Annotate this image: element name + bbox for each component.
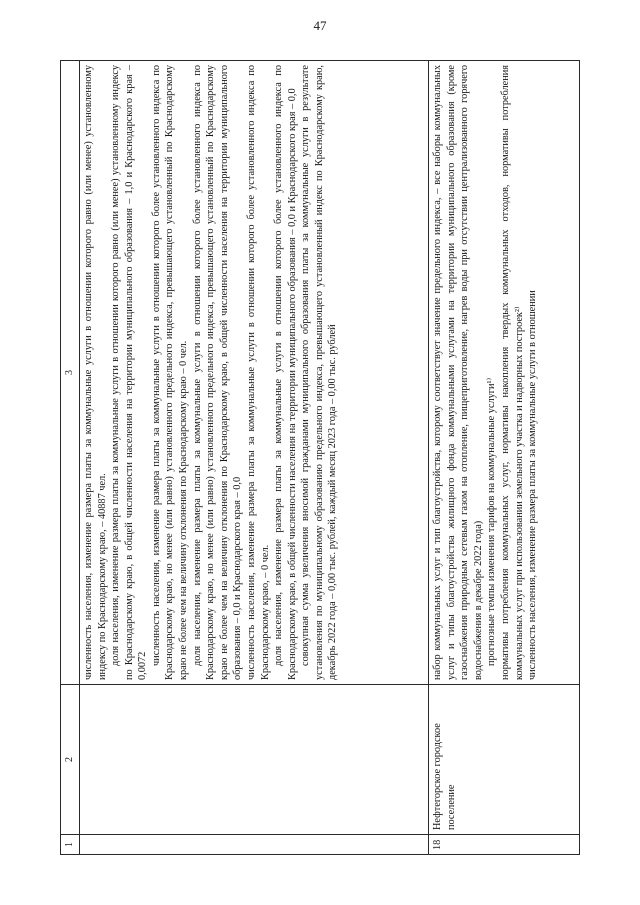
paragraph: численность населения, изменение размера платы за коммунальные услуги в отношении которого более установленного индекса по Краснодарскому краю, но менее (или равно) установленного предельного индекса, превышающего установленный по Краснодарскому краю не более чем на величину отклонения по Краснодарскому краю – 0 чел. [150,65,190,680]
row-content-cell [80,61,429,685]
paragraph: совокупная сумма увеличения вносимой гражданами муниципального образования платы за коммунальные услуги в результате установления по муниципальному образованию предельного индекса, превышающего установленный индекс по Краснодарскому краю, декабрь 2022 года – 0,00 тыс. рублей, каждый месяц 2023 года – 0,00 тыс. рублей [300,65,339,680]
table-row-18 [429,61,580,855]
header-cell-3: 3 [61,61,80,685]
data-table [60,60,580,855]
table-row-continuation [80,61,429,855]
paragraph: доля населения, изменение размера платы за коммунальные услуги в отношении которого равно (или менее) установленному индексу по Краснодарскому краю, в общей численности населения на территории муниципального образования – 1,0 и Краснодарского края – 0,0072 [110,65,149,680]
paragraph: прогнозные темпы изменения тарифов на коммунальные услуги¹⁾ [486,377,498,666]
paragraph: доля населения, изменение размера платы за коммунальные услуги в отношении которого более установленного индекса по Краснодарскому краю, в общей численности населения на территории муниципального образования – 0,0 и Краснодарского края – 0,0 [273,65,298,680]
paragraph: доля населения, изменение размера платы за коммунальные услуги в отношении которого более установленного индекса по Краснодарскому краю, но менее (или равно) установленного предельного индекса, превышающего установленный по Краснодарскому краю не более чем на величину отклонения по Краснодарскому краю, в общей численности населения на территории муниципального образования – 0,0 и Краснодарского края – 0,0 [191,65,244,680]
page-number: 47 [313,18,327,33]
paragraph: численность населения, изменение размера платы за коммунальные услуги в отношении которого более установленного индекса по Краснодарскому краю, – 0 чел. [245,65,271,680]
paragraph: нормативы потребления коммунальных услуг, нормативы накопления твердых коммунальных отходов, нормативы потребления коммунальных услуг при использовании земельного участка и надворных построек²⁾ [500,65,525,680]
row-name-cell [80,685,429,835]
row-name-cell: Нефтегорское городское поселение [429,685,580,835]
row-number-cell: 18 [429,835,580,855]
row-number-cell [80,835,429,855]
row-content-cell [429,61,580,685]
paragraph: набор коммунальных услуг и тип благоустройства, которому соответствует значение предельного индекса, – все наборы коммунальных услуг и типы благоустройства жилищного фонда коммунальными услугами на территории муниципального образования (кроме газоснабжения природным сетевым газом на отопление, пищеприготовление, нагрев воды при отсутствии централизованного горячего водоснабжения в декабре 2022 года) [432,65,484,680]
rotated-table [60,60,580,855]
header-cell-2: 2 [61,685,80,835]
paragraph: численность населения, изменение размера платы за коммунальные услуги в отношении которого равно (или менее) установленному индексу по Краснодарскому краю, – 40887 чел. [83,65,108,680]
rotated-table-container [60,60,580,855]
header-cell-1: 1 [61,835,80,855]
paragraph: численность населения, изменение размера платы за коммунальные услуги в отношении [527,290,539,680]
table-header-row [61,61,80,855]
